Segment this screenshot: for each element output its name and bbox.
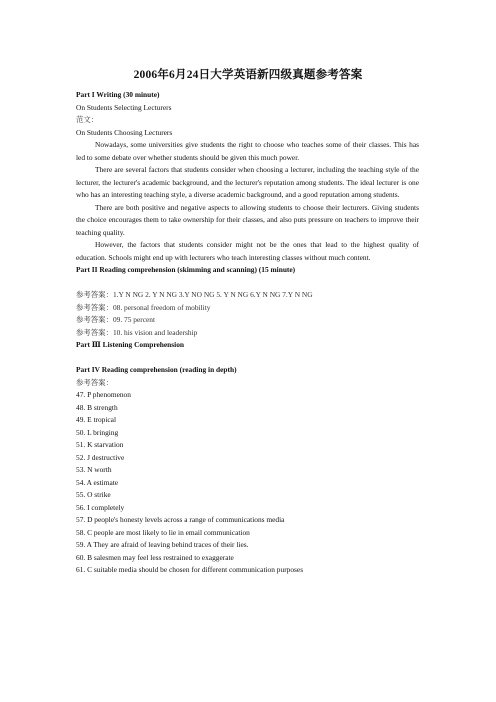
part2-answer-line: 参考答案：09. 75 percent bbox=[76, 315, 156, 324]
sample-label: 范文： bbox=[76, 115, 99, 124]
essay-paragraph: There are several factors that students consider when choosing a lecturer, including the teaching style of the lecturer, the lecturer's academic background, and the lecturer's reputation among students. The ideal lecturer is one who has an interesting teaching style, a diverse academic background, and a good reputation among students. bbox=[76, 165, 419, 199]
part2-answer-line: 参考答案：1.Y N NG 2. Y N NG 3.Y NO NG 5. Y N NG 6.Y N NG 7.Y N NG bbox=[76, 290, 313, 299]
answer-item: 51. K starvation bbox=[76, 440, 124, 449]
answer-item: 57. D people's honesty levels across a range of communications media bbox=[76, 515, 285, 524]
essay-paragraph: There are both positive and negative aspects to allowing students to choose their lecturers. Giving students the choice encourages them to take ownership for their classes, and also puts pressure on teachers to improve their teaching quality. bbox=[76, 202, 419, 237]
answer-item: 61. C suitable media should be chosen for different communication purposes bbox=[76, 565, 304, 574]
essay-paragraph: Nowadays, some universities give students the right to choose who teaches some of their classes. This has led to some debate over whether students should be given this much power. bbox=[76, 140, 419, 162]
answer-item: 56. I completely bbox=[76, 502, 125, 512]
answer-item: 58. C people are most likely to lie in email communication bbox=[76, 527, 250, 537]
part4-answer-label: 参考答案： bbox=[76, 377, 113, 387]
answer-item: 53. N worth bbox=[76, 465, 112, 474]
part2-answer-line: 参考答案：08. personal freedom of mobility bbox=[76, 302, 211, 312]
answer-item: 50. L bringing bbox=[76, 427, 119, 437]
part1-topic: On Students Selecting Lecturers bbox=[76, 102, 172, 112]
answer-item: 49. E tropical bbox=[76, 415, 117, 424]
part4-heading: Part IV Reading comprehension (reading in depth) bbox=[76, 365, 237, 374]
part4-answer-list bbox=[76, 389, 419, 577]
document-title: 2006年6月24日大学英语新四级真题参考答案 bbox=[133, 69, 363, 81]
answer-item: 59. A They are afraid of leaving behind traces of their lies. bbox=[76, 540, 249, 549]
answer-item: 60. B salesmen may feel less restrained to exaggerate bbox=[76, 552, 234, 562]
essay-title: On Students Choosing Lecturers bbox=[76, 127, 173, 137]
part3-heading: Part Ⅲ Listening Comprehension bbox=[76, 340, 185, 349]
part2-answer-line: 参考答案：10. his vision and leadership bbox=[76, 327, 198, 337]
answer-item: 55. O strike bbox=[76, 490, 111, 499]
part2-heading: Part II Reading comprehension (skimming and scanning) (15 minute) bbox=[76, 265, 296, 274]
essay-paragraph: However, the factors that students consider might not be the ones that lead to the highest quality of education. Schools might end up with lecturers who teach interesting classes without much content. bbox=[76, 240, 419, 262]
answer-item: 47. P phenomenon bbox=[76, 390, 131, 399]
answer-item: 52. J destructive bbox=[76, 452, 125, 462]
answer-item: 54. A estimate bbox=[76, 477, 119, 487]
document-body bbox=[76, 89, 419, 577]
answer-item: 48. B strength bbox=[76, 402, 118, 412]
spacer bbox=[76, 352, 419, 365]
part1-heading: Part I Writing (30 minute) bbox=[76, 90, 160, 99]
spacer bbox=[76, 277, 419, 290]
